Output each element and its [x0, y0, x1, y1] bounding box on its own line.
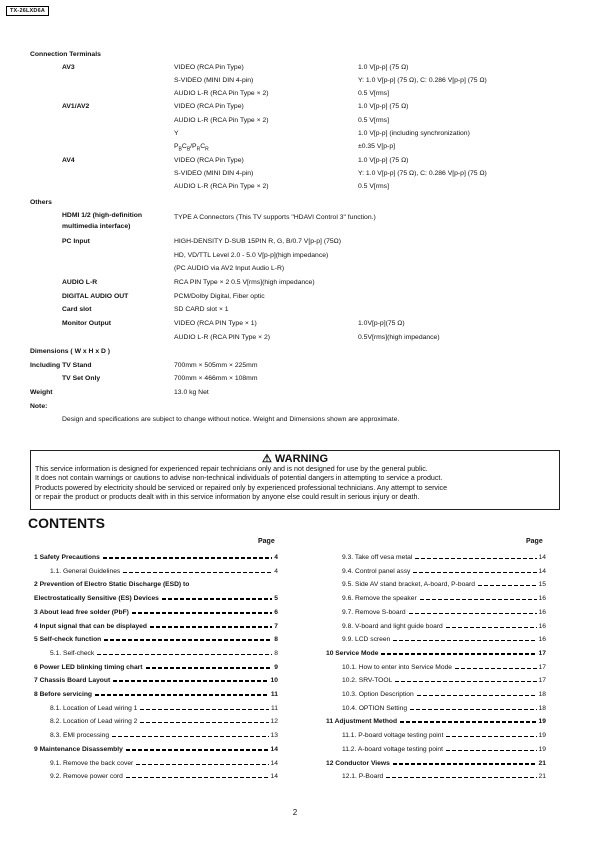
toc-entry-page: 16: [538, 595, 546, 603]
toc-entry-page: 18: [538, 691, 546, 698]
toc-entry-page: 15: [538, 581, 546, 589]
hdmi-label-line2: multimedia interface): [62, 223, 131, 230]
toc-entry-page: 9: [274, 663, 278, 671]
toc-leader: [97, 654, 272, 655]
toc-entry-page: 5: [274, 595, 278, 603]
toc-entry-label: 9.4. Control panel assy: [342, 567, 411, 575]
toc-leader: [126, 749, 269, 751]
toc-leader: [455, 668, 537, 669]
warning-triangle-icon: ⚠: [261, 453, 272, 465]
card-slot-label: Card slot: [62, 306, 92, 313]
toc-leader: [393, 640, 536, 641]
av4-row2-value: Y: 1.0 V[p-p] (75 Ω), C: 0.286 V[p-p] (75 Ω): [358, 170, 487, 177]
toc-entry-page: 6: [274, 608, 278, 616]
incl-stand-value: 700mm × 505mm × 225mm: [174, 362, 258, 369]
warning-title: ⚠ WARNING: [261, 453, 329, 465]
av3-row2-terminal: S-VIDEO (MINI DIN 4-pin): [174, 77, 254, 84]
toc-entry-label: 8.3. EMI processing: [50, 732, 110, 740]
toc-entry-label: 9.7. Remove S-board: [342, 608, 406, 616]
toc-leader: [413, 572, 536, 573]
toc-leader: [400, 721, 536, 723]
av4-row1-value: 1.0 V[p-p] (75 Ω): [358, 157, 409, 164]
toc-entry[interactable]: [326, 757, 546, 767]
toc-entry[interactable]: [50, 729, 278, 739]
toc-entry[interactable]: [50, 715, 278, 725]
toc-entry[interactable]: [326, 715, 546, 725]
toc-entry-page: 14: [270, 759, 278, 767]
toc-entry[interactable]: [342, 592, 546, 602]
av12-label: AV1/AV2: [62, 103, 90, 110]
toc-entry[interactable]: [34, 743, 278, 753]
toc-entry-page: 4: [274, 554, 278, 561]
toc-entry[interactable]: [34, 674, 278, 684]
toc-entry[interactable]: [342, 551, 546, 561]
av12-row3-value: 1.0 V[p-p] (including synchronization): [358, 130, 470, 137]
av3-row2-value: Y: 1.0 V[p-p] (75 Ω), C: 0.286 V[p-p] (75 Ω): [358, 77, 487, 84]
toc-entry-page: 8: [274, 649, 278, 657]
toc-entry-page: 11: [270, 691, 278, 698]
monitor-row2-value: 0.5V[rms](high impedance): [358, 334, 440, 341]
toc-leader: [103, 557, 272, 559]
toc-leader: [415, 558, 536, 559]
pc-input-value2: HD, VD/TTL Level 2.0 - 5.0 V[p-p](high impedance): [174, 252, 329, 259]
av3-row1-terminal: VIDEO (RCA Pin Type): [174, 64, 244, 71]
toc-entry-page: 17: [538, 649, 546, 657]
toc-entry-page: 16: [538, 622, 546, 630]
toc-entry[interactable]: [342, 688, 546, 698]
toc-entry-page: 14: [538, 567, 546, 575]
dimensions-heading: Dimensions ( W x H x D ): [30, 348, 111, 355]
toc-entry[interactable]: [342, 565, 546, 575]
toc-entry-page: 10: [270, 677, 278, 685]
toc-entry-label: 9.6. Remove the speaker: [342, 595, 417, 603]
toc-entry-page: 8: [274, 636, 278, 644]
toc-leader: [410, 709, 537, 710]
toc-leader: [132, 612, 272, 614]
toc-entry-label: 4 Input signal that can be displayed: [34, 622, 147, 630]
toc-entry[interactable]: [34, 592, 278, 602]
toc-entry[interactable]: [34, 551, 278, 561]
toc-entry-label: 9.9. LCD screen: [342, 636, 391, 644]
toc-leader: [417, 695, 537, 696]
av12-row4-terminal: $P_BC_B/P_RC_R$: [174, 143, 209, 153]
toc-entry[interactable]: [34, 688, 278, 698]
toc-entry-label: 10.2. SRV-TOOL: [342, 677, 393, 685]
audio-lr-value: RCA PIN Type × 2 0.5 V[rms](high impedance): [174, 279, 315, 286]
toc-entry-page: 18: [538, 704, 546, 712]
toc-entry-page: 19: [538, 718, 546, 726]
section-others: Others: [30, 199, 52, 206]
toc-entry-label: 8.1. Location of Lead wiring 1: [50, 704, 138, 712]
toc-leader: [146, 667, 273, 669]
toc-entry[interactable]: [50, 770, 278, 780]
hdmi-value: TYPE A Connectors (This TV supports "HDAVI Control 3" function.): [174, 214, 376, 221]
toc-entry-page: 16: [538, 636, 546, 644]
toc-leader: [95, 694, 269, 696]
toc-entry-page: 19: [538, 732, 546, 740]
av12-row1-value: 1.0 V[p-p] (75 Ω): [358, 103, 409, 110]
toc-entry[interactable]: [342, 674, 546, 684]
toc-entry[interactable]: [34, 620, 278, 630]
monitor-output-label: Monitor Output: [62, 320, 112, 327]
av12-row3-terminal: Y: [174, 130, 179, 137]
av4-row2-terminal: S-VIDEO (MINI DIN 4-pin): [174, 170, 254, 177]
toc-entry[interactable]: [342, 633, 546, 643]
card-slot-value: SD CARD slot × 1: [174, 306, 229, 313]
toc-leader: [140, 709, 269, 710]
monitor-row1-terminal: VIDEO (RCA PIN Type × 1): [174, 320, 257, 327]
toc-entry-label: 11.2. A-board voltage testing point: [342, 745, 443, 753]
pc-input-value1: HIGH-DENSITY D-SUB 15PIN R, G, B/0.7 V[p-p] (75Ω): [174, 238, 341, 245]
note-label: Note:: [30, 403, 48, 410]
toc-leader: [395, 681, 536, 682]
toc-entry[interactable]: [50, 702, 278, 712]
weight-value: 13.0 kg Net: [174, 389, 209, 396]
av12-row1-terminal: VIDEO (RCA Pin Type): [174, 103, 244, 110]
toc-entry-label: 12.1. P-Board: [342, 773, 384, 781]
toc-entry-page: 16: [538, 608, 546, 616]
warning-text: This service information is designed for experienced repair technicians only and is not designed for use by the general public. It does not contain warnings or cautions to advise non-technical individuals of potential dangers in attempting to service a product. Products powered by electricity should be serviced or repaired only by experienced professional technicians. Any attempt to service or repair the product or products dealt with in this service information by anyone else could result in serious injury or death.: [35, 465, 448, 502]
av3-label: AV3: [62, 64, 75, 71]
toc-entry[interactable]: [50, 757, 278, 767]
av12-row4-value: ±0.35 V[p-p]: [358, 143, 395, 150]
toc-leader: [409, 613, 537, 614]
toc-leader: [126, 777, 269, 778]
toc-entry-page: 14: [538, 554, 546, 561]
toc-entry-label: 10.4. OPTION Setting: [342, 704, 408, 712]
incl-stand-label: Including TV Stand: [30, 362, 92, 369]
toc-leader: [446, 750, 537, 751]
toc-entry-label: 10 Service Mode: [326, 649, 379, 657]
toc-leader: [386, 777, 536, 778]
page-number: 2: [292, 808, 298, 817]
note-text: Design and specifications are subject to change without notice. Weight and Dimensions shown are approximate.: [62, 416, 400, 423]
av4-row1-terminal: VIDEO (RCA Pin Type): [174, 157, 244, 164]
toc-entry[interactable]: [342, 578, 546, 588]
toc-leader: [112, 736, 268, 737]
toc-entry[interactable]: [342, 702, 546, 712]
av4-label: AV4: [62, 157, 75, 164]
audio-lr-label: AUDIO L-R: [62, 279, 98, 286]
toc-entry-label: 1.1. General Guidelines: [50, 567, 121, 575]
av12-row2-value: 0.5 V[rms]: [358, 117, 389, 124]
digital-audio-value: PCM/Dolby Digital, Fiber optic: [174, 293, 265, 300]
toc-entry[interactable]: [34, 633, 278, 643]
toc-entry-page: 19: [538, 745, 546, 753]
toc-leader: [150, 626, 272, 628]
toc-entry-label: 9.1. Remove the back cover: [50, 759, 134, 767]
set-only-value: 700mm × 466mm × 108mm: [174, 375, 258, 382]
toc-entry-page: 21: [538, 773, 546, 781]
page-header-left: Page: [258, 538, 275, 545]
toc-entry-label: 10.1. How to enter into Service Mode: [342, 663, 453, 671]
toc-entry-label: 5 Self-check function: [34, 636, 102, 644]
toc-entry[interactable]: [34, 578, 278, 588]
toc-entry-page: 7: [274, 622, 278, 630]
av12-row2-terminal: AUDIO L-R (RCA Pin Type × 2): [174, 117, 269, 124]
section-connection-terminals: Connection Terminals: [30, 51, 101, 58]
toc-leader: [136, 764, 268, 765]
toc-leader: [446, 627, 537, 628]
toc-entry-page: 21: [538, 759, 546, 767]
toc-leader: [162, 598, 272, 600]
toc-entry-label: 6 Power LED blinking timing chart: [34, 663, 143, 671]
toc-entry-label: 11 Adjustment Method: [326, 718, 398, 726]
toc-leader: [140, 722, 268, 723]
toc-entry-page: 14: [270, 745, 278, 753]
toc-entry[interactable]: [342, 606, 546, 616]
toc-entry[interactable]: [34, 661, 278, 671]
toc-entry-page: 14: [270, 773, 278, 781]
toc-entry-label: 8 Before servicing: [34, 691, 92, 698]
toc-entry[interactable]: [50, 647, 278, 657]
toc-entry-label: 5.1. Self-check: [50, 649, 95, 657]
contents-title: CONTENTS: [28, 515, 105, 531]
digital-audio-label: DIGITAL AUDIO OUT: [62, 293, 129, 300]
toc-entry-page: 12: [270, 718, 278, 726]
toc-leader: [393, 763, 537, 765]
page-header-right: Page: [526, 538, 543, 545]
toc-entry-label: 8.2. Location of Lead wiring 2: [50, 718, 138, 726]
toc-entry-label: 7 Chassis Board Layout: [34, 677, 111, 685]
toc-leader: [446, 736, 536, 737]
set-only-label: TV Set Only: [62, 375, 101, 382]
toc-entry-label: 2 Prevention of Electro Static Discharge (ESD) to: [34, 581, 190, 589]
toc-entry-label: Electrostatically Sensitive (ES) Devices: [34, 595, 159, 603]
toc-entry[interactable]: [342, 661, 546, 671]
toc-leader: [420, 599, 537, 600]
toc-entry-label: 9.2. Remove power cord: [50, 773, 123, 781]
toc-entry[interactable]: [50, 565, 278, 575]
av4-row3-terminal: AUDIO L-R (RCA Pin Type × 2): [174, 183, 269, 190]
toc-entry-label: 3 About lead free solder (PbF): [34, 608, 129, 616]
toc-entry-label: 12 Conductor Views: [326, 759, 390, 767]
toc-entry-label: 9.5. Side AV stand bracket, A-board, P-board: [342, 581, 475, 589]
toc-entry-page: 11: [271, 704, 278, 712]
av3-row3-value: 0.5 V[rms]: [358, 90, 389, 97]
toc-entry-label: 9 Maintenance Disassembly: [34, 745, 123, 753]
toc-entry-label: 9.8. V-board and light guide board: [342, 622, 443, 630]
av3-row3-terminal: AUDIO L-R (RCA Pin Type × 2): [174, 90, 269, 97]
toc-leader: [381, 653, 536, 655]
toc-entry-page: 4: [274, 567, 278, 575]
toc-entry-label: 10.3. Option Description: [342, 691, 414, 698]
toc-entry-label: 1 Safety Precautions: [34, 554, 100, 561]
toc-entry[interactable]: [342, 770, 546, 780]
toc-entry[interactable]: [34, 606, 278, 616]
toc-entry-page: 17: [538, 677, 546, 685]
toc-entry[interactable]: [342, 729, 546, 739]
model-number: TX-26LXD6A: [6, 6, 49, 16]
toc-leader: [104, 639, 272, 641]
av3-row1-value: 1.0 V[p-p] (75 Ω): [358, 64, 409, 71]
av4-row3-value: 0.5 V[rms]: [358, 183, 389, 190]
toc-entry-label: 9.3. Take off vesa metal: [342, 554, 413, 561]
toc-leader: [113, 680, 268, 682]
monitor-row1-value: 1.0V[p-p](75 Ω): [358, 320, 405, 327]
toc-entry[interactable]: [326, 647, 546, 657]
toc-leader: [478, 585, 537, 586]
toc-leader: [123, 572, 272, 573]
weight-label: Weight: [30, 389, 53, 396]
warning-box: [30, 450, 560, 510]
pc-input-label: PC Input: [62, 238, 90, 245]
toc-entry[interactable]: [342, 743, 546, 753]
monitor-row2-terminal: AUDIO L-R (RCA PIN Type × 2): [174, 334, 271, 341]
toc-entry-page: 17: [538, 663, 546, 671]
toc-entry-page: 13: [270, 732, 278, 740]
pc-input-value3: (PC AUDIO via AV2 Input Audio L-R): [174, 265, 285, 272]
hdmi-label-line1: HDMI 1/2 (high-definition: [62, 212, 143, 219]
toc-entry-label: 11.1. P-board voltage testing point: [342, 732, 444, 740]
toc-entry[interactable]: [342, 620, 546, 630]
